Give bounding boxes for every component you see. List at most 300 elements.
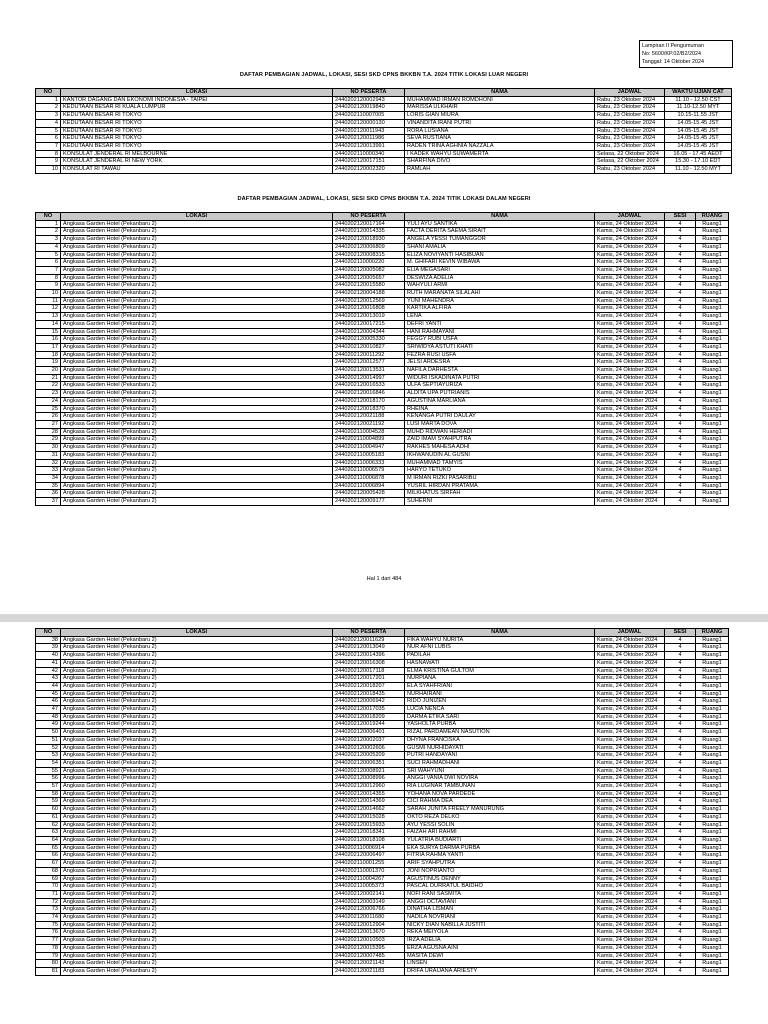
cell-nama: ZAID IMAM SYAHPUTRA bbox=[405, 436, 595, 444]
cell-no: 75 bbox=[36, 921, 61, 929]
cell-no: 9 bbox=[36, 158, 61, 166]
cell-ruang: Ruang1 bbox=[696, 320, 729, 328]
cell-jadwal: Kamis, 24 Oktober 2024 bbox=[595, 236, 665, 244]
cell-no: 20 bbox=[36, 367, 61, 375]
cell-sesi: 4 bbox=[665, 459, 696, 467]
cell-ruang: Ruang1 bbox=[696, 290, 729, 298]
cell-no: 74 bbox=[36, 914, 61, 922]
cell-waktu: 11.10 - 12.50 MYT bbox=[665, 166, 732, 174]
cell-lokasi: Angkasa Garden Hotel (Pekanbaru 2) bbox=[61, 690, 333, 698]
cell-jadwal: Kamis, 24 Oktober 2024 bbox=[595, 390, 665, 398]
column-header: JADWAL bbox=[595, 213, 665, 221]
cell-sesi: 4 bbox=[665, 921, 696, 929]
cell-nama: VINANDITA IRANI PUTRI bbox=[405, 119, 595, 127]
cell-nama: LINSEN bbox=[405, 960, 595, 968]
cell-ruang: Ruang1 bbox=[696, 659, 729, 667]
column-header: JADWAL bbox=[595, 89, 665, 97]
cell-jadwal: Kamis, 24 Oktober 2024 bbox=[595, 944, 665, 952]
cell-no: 78 bbox=[36, 944, 61, 952]
cell-sesi: 4 bbox=[665, 474, 696, 482]
cell-no-peserta: 2440202120002141 bbox=[333, 890, 405, 898]
cell-ruang: Ruang1 bbox=[696, 405, 729, 413]
cell-jadwal: Rabu, 23 Oktober 2024 bbox=[595, 112, 665, 120]
cell-nama: JELSI ARDESRA bbox=[405, 359, 595, 367]
cell-ruang: Ruang1 bbox=[696, 775, 729, 783]
cell-no-peserta: 2440202120018108 bbox=[333, 836, 405, 844]
table-row bbox=[36, 367, 729, 375]
cell-nama: FAIZAH ARI RAHMI bbox=[405, 829, 595, 837]
cell-sesi: 4 bbox=[665, 220, 696, 228]
cell-jadwal: Kamis, 24 Oktober 2024 bbox=[595, 937, 665, 945]
cell-nama: KARTIKA ALFIRA bbox=[405, 305, 595, 313]
table-row bbox=[36, 266, 729, 274]
cell-no-peserta: 2440202120014396 bbox=[333, 652, 405, 660]
cell-ruang: Ruang1 bbox=[696, 767, 729, 775]
cell-ruang: Ruang1 bbox=[696, 952, 729, 960]
table-row bbox=[36, 251, 729, 259]
cell-lokasi: Angkasa Garden Hotel (Pekanbaru 2) bbox=[61, 498, 333, 506]
cell-lokasi: Angkasa Garden Hotel (Pekanbaru 2) bbox=[61, 644, 333, 652]
cell-nama: ELA SYAHFRIANI bbox=[405, 682, 595, 690]
cell-no-peserta: 2440202120019840 bbox=[333, 104, 405, 112]
cell-jadwal: Kamis, 24 Oktober 2024 bbox=[595, 251, 665, 259]
cell-jadwal: Kamis, 24 Oktober 2024 bbox=[595, 420, 665, 428]
cell-sesi: 4 bbox=[665, 967, 696, 975]
cell-sesi: 4 bbox=[665, 813, 696, 821]
cell-nama: KENANGA PUTRI DAULAY bbox=[405, 413, 595, 421]
cell-nama: ANGELA YESSI TUMANGGOR bbox=[405, 236, 595, 244]
cell-lokasi: Angkasa Garden Hotel (Pekanbaru 2) bbox=[61, 721, 333, 729]
table-row bbox=[36, 790, 729, 798]
cell-lokasi: KONSULAT RI TAWAU bbox=[61, 166, 333, 174]
cell-no: 67 bbox=[36, 860, 61, 868]
cell-no: 79 bbox=[36, 952, 61, 960]
column-header: NO PESERTA bbox=[333, 89, 405, 97]
cell-sesi: 4 bbox=[665, 343, 696, 351]
cell-jadwal: Kamis, 24 Oktober 2024 bbox=[595, 467, 665, 475]
cell-sesi: 4 bbox=[665, 259, 696, 267]
cell-sesi: 4 bbox=[665, 713, 696, 721]
cell-no: 43 bbox=[36, 675, 61, 683]
cell-ruang: Ruang1 bbox=[696, 783, 729, 791]
cell-lokasi: Angkasa Garden Hotel (Pekanbaru 2) bbox=[61, 451, 333, 459]
cell-lokasi: Angkasa Garden Hotel (Pekanbaru 2) bbox=[61, 290, 333, 298]
cell-nama: MUHAMMAD TAMYIS bbox=[405, 459, 595, 467]
cell-jadwal: Kamis, 24 Oktober 2024 bbox=[595, 960, 665, 968]
cell-ruang: Ruang1 bbox=[696, 467, 729, 475]
cell-no: 29 bbox=[36, 436, 61, 444]
cell-sesi: 4 bbox=[665, 844, 696, 852]
table-row bbox=[36, 713, 729, 721]
note-line-1: Lampiran II Pengumuman bbox=[642, 43, 705, 49]
cell-no-peserta: 2440202110001255 bbox=[333, 860, 405, 868]
cell-lokasi: Angkasa Garden Hotel (Pekanbaru 2) bbox=[61, 759, 333, 767]
table-row bbox=[36, 736, 729, 744]
cell-ruang: Ruang1 bbox=[696, 883, 729, 891]
cell-nama: REKA MEIYOLA bbox=[405, 929, 595, 937]
cell-sesi: 4 bbox=[665, 382, 696, 390]
cell-jadwal: Kamis, 24 Oktober 2024 bbox=[595, 767, 665, 775]
cell-lokasi: Angkasa Garden Hotel (Pekanbaru 2) bbox=[61, 767, 333, 775]
cell-lokasi: Angkasa Garden Hotel (Pekanbaru 2) bbox=[61, 698, 333, 706]
cell-nama: DESWIZA ADELIA bbox=[405, 274, 595, 282]
cell-no: 9 bbox=[36, 282, 61, 290]
table-row bbox=[36, 96, 732, 104]
table-row bbox=[36, 914, 729, 922]
cell-lokasi: Angkasa Garden Hotel (Pekanbaru 2) bbox=[61, 367, 333, 375]
cell-no: 13 bbox=[36, 313, 61, 321]
cell-ruang: Ruang1 bbox=[696, 382, 729, 390]
cell-sesi: 4 bbox=[665, 736, 696, 744]
table-row bbox=[36, 420, 729, 428]
cell-nama: YULATRIA BUDIARTI bbox=[405, 836, 595, 844]
table-header-row bbox=[36, 213, 729, 221]
table-row bbox=[36, 636, 729, 644]
cell-lokasi: Angkasa Garden Hotel (Pekanbaru 2) bbox=[61, 860, 333, 868]
cell-sesi: 4 bbox=[665, 675, 696, 683]
cell-jadwal: Kamis, 24 Oktober 2024 bbox=[595, 736, 665, 744]
cell-ruang: Ruang1 bbox=[696, 644, 729, 652]
cell-no: 71 bbox=[36, 890, 61, 898]
cell-no-peserta: 2440202120015395 bbox=[333, 944, 405, 952]
cell-sesi: 4 bbox=[665, 636, 696, 644]
cell-lokasi: KONSULAT JENDERAL RI NEW YORK bbox=[61, 158, 333, 166]
cell-no-peserta: 2440202120014335 bbox=[333, 228, 405, 236]
cell-jadwal: Kamis, 24 Oktober 2024 bbox=[595, 875, 665, 883]
cell-sesi: 4 bbox=[665, 752, 696, 760]
cell-ruang: Ruang1 bbox=[696, 243, 729, 251]
cell-lokasi: Angkasa Garden Hotel (Pekanbaru 2) bbox=[61, 944, 333, 952]
cell-sesi: 4 bbox=[665, 328, 696, 336]
table-luar-negeri bbox=[35, 88, 732, 174]
cell-ruang: Ruang1 bbox=[696, 790, 729, 798]
column-header: NAMA bbox=[405, 629, 595, 637]
table-row bbox=[36, 336, 729, 344]
cell-nama: AGUSTINUS DENNY bbox=[405, 875, 595, 883]
cell-jadwal: Kamis, 24 Oktober 2024 bbox=[595, 320, 665, 328]
cell-nama: FIKA WAHYU NURITA bbox=[405, 636, 595, 644]
cell-no-peserta: 2440202120013019 bbox=[333, 313, 405, 321]
cell-nama: DHYNA FRANCISKA bbox=[405, 736, 595, 744]
cell-sesi: 4 bbox=[665, 451, 696, 459]
cell-lokasi: KONSULAT JENDERAL RI MELBOURNE bbox=[61, 150, 333, 158]
cell-ruang: Ruang1 bbox=[696, 921, 729, 929]
cell-nama: RAMLAH bbox=[405, 166, 595, 174]
cell-ruang: Ruang1 bbox=[696, 336, 729, 344]
cell-sesi: 4 bbox=[665, 759, 696, 767]
cell-no-peserta: 2440202120017118 bbox=[333, 667, 405, 675]
note-line-3: Tanggal: 14 Oktober 2024 bbox=[642, 59, 705, 65]
cell-nama: HARYO TETUKO bbox=[405, 467, 595, 475]
table-row bbox=[36, 675, 729, 683]
cell-jadwal: Kamis, 24 Oktober 2024 bbox=[595, 644, 665, 652]
cell-no-peserta: 2440202110004528 bbox=[333, 428, 405, 436]
cell-lokasi: Angkasa Garden Hotel (Pekanbaru 2) bbox=[61, 482, 333, 490]
cell-jadwal: Kamis, 24 Oktober 2024 bbox=[595, 328, 665, 336]
cell-no-peserta: 2440202120011292 bbox=[333, 351, 405, 359]
cell-no: 48 bbox=[36, 713, 61, 721]
cell-ruang: Ruang1 bbox=[696, 875, 729, 883]
cell-no-peserta: 2440202110006914 bbox=[333, 844, 405, 852]
cell-no-peserta: 2440202110006579 bbox=[333, 467, 405, 475]
cell-lokasi: Angkasa Garden Hotel (Pekanbaru 2) bbox=[61, 374, 333, 382]
cell-no: 4 bbox=[36, 243, 61, 251]
page-separator bbox=[0, 614, 768, 622]
cell-lokasi: KEDUTAAN BESAR RI TOKYO bbox=[61, 119, 333, 127]
cell-no: 21 bbox=[36, 374, 61, 382]
cell-waktu: 14.05-15.45 JST bbox=[665, 119, 732, 127]
cell-jadwal: Kamis, 24 Oktober 2024 bbox=[595, 821, 665, 829]
cell-no: 45 bbox=[36, 690, 61, 698]
cell-no-peserta: 2440202120002037 bbox=[333, 736, 405, 744]
cell-lokasi: Angkasa Garden Hotel (Pekanbaru 2) bbox=[61, 328, 333, 336]
cell-sesi: 4 bbox=[665, 652, 696, 660]
table-row bbox=[36, 844, 729, 852]
cell-jadwal: Kamis, 24 Oktober 2024 bbox=[595, 297, 665, 305]
cell-no: 31 bbox=[36, 451, 61, 459]
cell-lokasi: Angkasa Garden Hotel (Pekanbaru 2) bbox=[61, 474, 333, 482]
cell-nama: I KADEK WAHYU SUWAMERTA bbox=[405, 150, 595, 158]
cell-nama: HANI RAHMAYANI bbox=[405, 328, 595, 336]
cell-no-peserta: 2440202120019244 bbox=[333, 721, 405, 729]
cell-no-peserta: 2440202120011629 bbox=[333, 636, 405, 644]
cell-ruang: Ruang1 bbox=[696, 898, 729, 906]
cell-jadwal: Kamis, 24 Oktober 2024 bbox=[595, 883, 665, 891]
cell-sesi: 4 bbox=[665, 890, 696, 898]
table-row bbox=[36, 119, 732, 127]
table-row bbox=[36, 498, 729, 506]
cell-jadwal: Kamis, 24 Oktober 2024 bbox=[595, 413, 665, 421]
cell-nama: RIA LUGINAR TAMBUNAN bbox=[405, 783, 595, 791]
cell-lokasi: Angkasa Garden Hotel (Pekanbaru 2) bbox=[61, 490, 333, 498]
cell-jadwal: Kamis, 24 Oktober 2024 bbox=[595, 914, 665, 922]
cell-nama: SHANI AMALIA bbox=[405, 243, 595, 251]
table-row bbox=[36, 921, 729, 929]
cell-sesi: 4 bbox=[665, 767, 696, 775]
cell-nama: NICKY DIAN NABILLA JUSTITI bbox=[405, 921, 595, 929]
cell-lokasi: Angkasa Garden Hotel (Pekanbaru 2) bbox=[61, 251, 333, 259]
cell-no: 81 bbox=[36, 967, 61, 975]
cell-nama: GUSMI NURHIDAYATI bbox=[405, 744, 595, 752]
cell-no-peserta: 2440202120011943 bbox=[333, 127, 405, 135]
cell-no: 64 bbox=[36, 836, 61, 844]
cell-no: 2 bbox=[36, 104, 61, 112]
table-row bbox=[36, 960, 729, 968]
cell-jadwal: Kamis, 24 Oktober 2024 bbox=[595, 775, 665, 783]
table-row bbox=[36, 798, 729, 806]
cell-lokasi: Angkasa Garden Hotel (Pekanbaru 2) bbox=[61, 752, 333, 760]
cell-sesi: 4 bbox=[665, 883, 696, 891]
cell-sesi: 4 bbox=[665, 867, 696, 875]
cell-sesi: 4 bbox=[665, 482, 696, 490]
cell-lokasi: KEDUTAAN BESAR RI TOKYO bbox=[61, 135, 333, 143]
cell-lokasi: Angkasa Garden Hotel (Pekanbaru 2) bbox=[61, 952, 333, 960]
cell-sesi: 4 bbox=[665, 952, 696, 960]
cell-no: 47 bbox=[36, 706, 61, 714]
cell-no: 44 bbox=[36, 682, 61, 690]
table-row bbox=[36, 690, 729, 698]
cell-ruang: Ruang1 bbox=[696, 744, 729, 752]
cell-jadwal: Kamis, 24 Oktober 2024 bbox=[595, 667, 665, 675]
cell-no-peserta: 2440202120018435 bbox=[333, 690, 405, 698]
cell-nama: M IRMAN RIZKI PASARIBU bbox=[405, 474, 595, 482]
cell-no-peserta: 2440202120018370 bbox=[333, 405, 405, 413]
cell-ruang: Ruang1 bbox=[696, 274, 729, 282]
cell-jadwal: Kamis, 24 Oktober 2024 bbox=[595, 744, 665, 752]
cell-jadwal: Kamis, 24 Oktober 2024 bbox=[595, 844, 665, 852]
cell-ruang: Ruang1 bbox=[696, 282, 729, 290]
table-row bbox=[36, 290, 729, 298]
cell-lokasi: Angkasa Garden Hotel (Pekanbaru 2) bbox=[61, 282, 333, 290]
cell-waktu: 14.05-15.45 JST bbox=[665, 127, 732, 135]
cell-sesi: 4 bbox=[665, 898, 696, 906]
cell-no-peserta: 2440202110004947 bbox=[333, 444, 405, 452]
cell-no-peserta: 2440202120005330 bbox=[333, 336, 405, 344]
cell-nama: ANGGI VANIA DWI NOVIRA bbox=[405, 775, 595, 783]
table-row bbox=[36, 382, 729, 390]
column-header: RUANG bbox=[696, 629, 729, 637]
announcement-reference-box bbox=[639, 40, 733, 68]
table-row bbox=[36, 166, 732, 174]
cell-ruang: Ruang1 bbox=[696, 721, 729, 729]
cell-no-peserta: 2440202120006766 bbox=[333, 906, 405, 914]
table-row bbox=[36, 158, 732, 166]
cell-lokasi: Angkasa Garden Hotel (Pekanbaru 2) bbox=[61, 798, 333, 806]
cell-lokasi: Angkasa Garden Hotel (Pekanbaru 2) bbox=[61, 821, 333, 829]
cell-sesi: 4 bbox=[665, 744, 696, 752]
cell-lokasi: Angkasa Garden Hotel (Pekanbaru 2) bbox=[61, 706, 333, 714]
cell-lokasi: Angkasa Garden Hotel (Pekanbaru 2) bbox=[61, 459, 333, 467]
table-row bbox=[36, 390, 729, 398]
cell-nama: RIDO JUNIZEN bbox=[405, 698, 595, 706]
cell-nama: FEGGY RUBI USFA bbox=[405, 336, 595, 344]
cell-lokasi: Angkasa Garden Hotel (Pekanbaru 2) bbox=[61, 736, 333, 744]
cell-nama: AGUSTINA MARLIANA bbox=[405, 397, 595, 405]
cell-no-peserta: 2440202120014997 bbox=[333, 374, 405, 382]
column-header: LOKASI bbox=[61, 629, 333, 637]
table-row bbox=[36, 667, 729, 675]
cell-ruang: Ruang1 bbox=[696, 305, 729, 313]
cell-nama: YULI AYU SANTIKA bbox=[405, 220, 595, 228]
cell-jadwal: Kamis, 24 Oktober 2024 bbox=[595, 721, 665, 729]
cell-no-peserta: 2440202120004188 bbox=[333, 290, 405, 298]
cell-lokasi: Angkasa Garden Hotel (Pekanbaru 2) bbox=[61, 636, 333, 644]
cell-nama: ELMA KRISTINA GULTOM bbox=[405, 667, 595, 675]
cell-ruang: Ruang1 bbox=[696, 451, 729, 459]
cell-lokasi: Angkasa Garden Hotel (Pekanbaru 2) bbox=[61, 659, 333, 667]
cell-sesi: 4 bbox=[665, 336, 696, 344]
table-row bbox=[36, 428, 729, 436]
cell-jadwal: Kamis, 24 Oktober 2024 bbox=[595, 829, 665, 837]
cell-lokasi: Angkasa Garden Hotel (Pekanbaru 2) bbox=[61, 883, 333, 891]
table-row bbox=[36, 459, 729, 467]
cell-nama: ANGGI OCTAVIANI bbox=[405, 898, 595, 906]
cell-no-peserta: 2440202110006894 bbox=[333, 482, 405, 490]
cell-lokasi: KANTOR DAGANG DAN EKONOMI INDONESIA - TAIPEI bbox=[61, 96, 333, 104]
cell-nama: YASHOLTA PURBA bbox=[405, 721, 595, 729]
cell-jadwal: Kamis, 24 Oktober 2024 bbox=[595, 290, 665, 298]
cell-no-peserta: 2440202110000340 bbox=[333, 150, 405, 158]
cell-no: 1 bbox=[36, 96, 61, 104]
table-row bbox=[36, 644, 729, 652]
cell-sesi: 4 bbox=[665, 960, 696, 968]
cell-lokasi: Angkasa Garden Hotel (Pekanbaru 2) bbox=[61, 259, 333, 267]
table-row bbox=[36, 659, 729, 667]
cell-ruang: Ruang1 bbox=[696, 914, 729, 922]
cell-jadwal: Kamis, 24 Oktober 2024 bbox=[595, 898, 665, 906]
cell-lokasi: Angkasa Garden Hotel (Pekanbaru 2) bbox=[61, 929, 333, 937]
cell-sesi: 4 bbox=[665, 444, 696, 452]
cell-jadwal: Selasa, 22 Oktober 2024 bbox=[595, 150, 665, 158]
cell-nama: SUHERNI bbox=[405, 498, 595, 506]
cell-ruang: Ruang1 bbox=[696, 390, 729, 398]
cell-no: 59 bbox=[36, 798, 61, 806]
table-row bbox=[36, 405, 729, 413]
cell-no-peserta: 2440202120011680 bbox=[333, 914, 405, 922]
cell-no-peserta: 2440202120012960 bbox=[333, 783, 405, 791]
cell-no: 51 bbox=[36, 736, 61, 744]
table-row bbox=[36, 937, 729, 945]
cell-no: 49 bbox=[36, 721, 61, 729]
table-row bbox=[36, 444, 729, 452]
cell-jadwal: Kamis, 24 Oktober 2024 bbox=[595, 890, 665, 898]
cell-nama: ELIZA NOVIYANTI HASIBUAN bbox=[405, 251, 595, 259]
cell-no-peserta: 2440202120018930 bbox=[333, 236, 405, 244]
cell-jadwal: Kamis, 24 Oktober 2024 bbox=[595, 444, 665, 452]
table-row bbox=[36, 729, 729, 737]
cell-no: 62 bbox=[36, 821, 61, 829]
cell-no-peserta: 2440202120008996 bbox=[333, 775, 405, 783]
cell-no: 39 bbox=[36, 644, 61, 652]
cell-jadwal: Kamis, 24 Oktober 2024 bbox=[595, 374, 665, 382]
table-row bbox=[36, 906, 729, 914]
cell-nama: WAHYULI ARMI bbox=[405, 282, 595, 290]
cell-sesi: 4 bbox=[665, 367, 696, 375]
cell-no: 42 bbox=[36, 667, 61, 675]
table-row bbox=[36, 867, 729, 875]
cell-jadwal: Rabu, 23 Oktober 2024 bbox=[595, 96, 665, 104]
cell-jadwal: Kamis, 24 Oktober 2024 bbox=[595, 698, 665, 706]
cell-nama: EKA SURYA DARMA PURBA bbox=[405, 844, 595, 852]
cell-ruang: Ruang1 bbox=[696, 413, 729, 421]
cell-jadwal: Kamis, 24 Oktober 2024 bbox=[595, 313, 665, 321]
cell-sesi: 4 bbox=[665, 775, 696, 783]
cell-no-peserta: 2440202120017215 bbox=[333, 320, 405, 328]
cell-nama: RORA LUSIANA bbox=[405, 127, 595, 135]
cell-nama: SUCI RAHMADHANI bbox=[405, 759, 595, 767]
cell-no: 60 bbox=[36, 806, 61, 814]
cell-sesi: 4 bbox=[665, 436, 696, 444]
title-luar-negeri: DAFTAR PEMBAGIAN JADWAL, LOKASI, SESI SKD CPNS BKKBN T.A. 2024 TITIK LOKASI LUAR NEGERI bbox=[239, 72, 529, 78]
cell-no-peserta: 2440202120012569 bbox=[333, 297, 405, 305]
cell-no: 33 bbox=[36, 467, 61, 475]
cell-nama: DARMA ETIKA SARI bbox=[405, 713, 595, 721]
cell-nama: SHARFINA DIVO bbox=[405, 158, 595, 166]
cell-sesi: 4 bbox=[665, 498, 696, 506]
table-row bbox=[36, 490, 729, 498]
cell-no-peserta: 2440202120002320 bbox=[333, 166, 405, 174]
column-header: NO bbox=[36, 89, 61, 97]
cell-no-peserta: 2440202120011986 bbox=[333, 135, 405, 143]
column-header: SESI bbox=[665, 629, 696, 637]
cell-lokasi: Angkasa Garden Hotel (Pekanbaru 2) bbox=[61, 675, 333, 683]
cell-no-peserta: 2440202120002606 bbox=[333, 744, 405, 752]
cell-nama: DRIFA URAIJANA ARIESTY bbox=[405, 967, 595, 975]
cell-jadwal: Kamis, 24 Oktober 2024 bbox=[595, 459, 665, 467]
cell-jadwal: Kamis, 24 Oktober 2024 bbox=[595, 729, 665, 737]
cell-jadwal: Kamis, 24 Oktober 2024 bbox=[595, 259, 665, 267]
cell-nama: YUNI MAHENDRA bbox=[405, 297, 595, 305]
